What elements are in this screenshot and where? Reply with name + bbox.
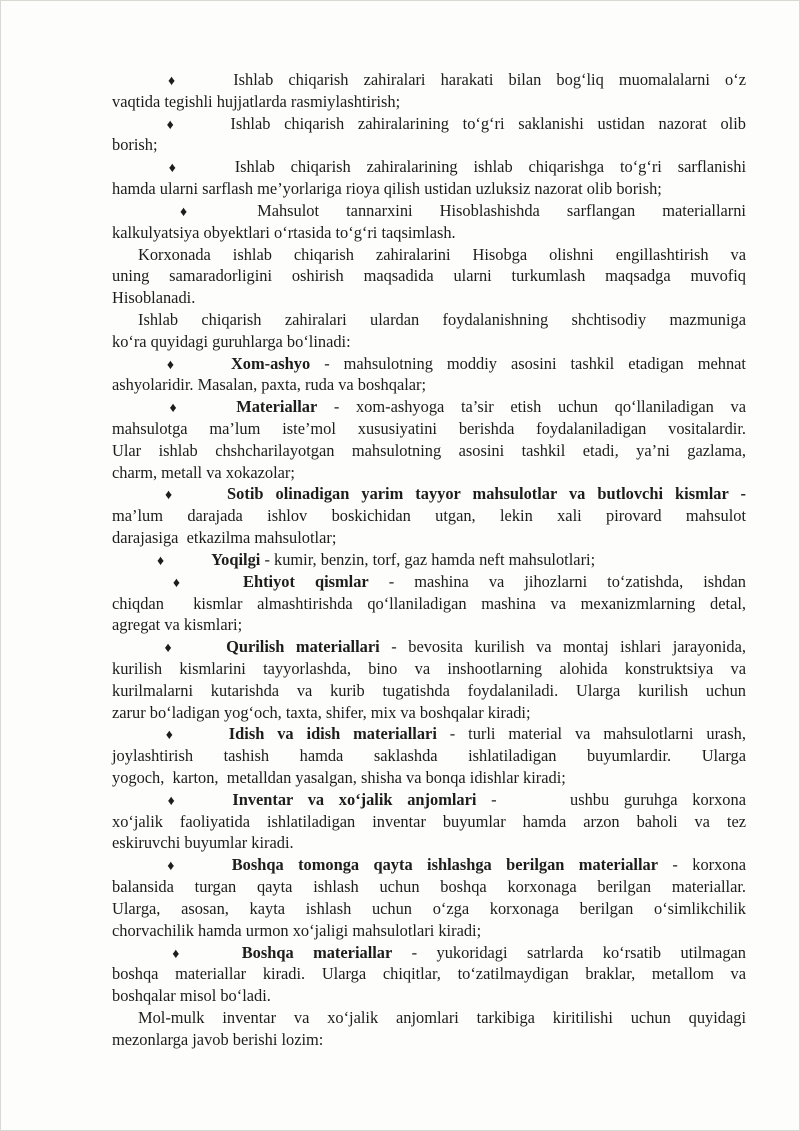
tab-spacer xyxy=(196,586,243,587)
diamond-bullet-icon: ♦ xyxy=(157,946,195,962)
tab-spacer xyxy=(184,368,231,369)
text-run: Mol-mulk inventar va xo‘jalik anjomlari tarkibiga kiritilishi uchun quyidagi xyxy=(138,1007,746,1027)
text-line xyxy=(112,178,746,200)
text-run: borish; xyxy=(112,135,158,155)
text-run: Ular ishlab chshcharilayotgan mahsulotning asosini tashkil etadi, ya’ni gazlama, xyxy=(112,440,746,460)
bold-text-run: Idish va idish materiallari xyxy=(228,724,437,744)
text-line xyxy=(112,898,746,920)
text-run: Ularga, asosan, kayta ishlash uchun o‘zga korxonaga berilgan o‘simlikchilik xyxy=(112,898,746,918)
text-run: boshqalar misol bo‘ladi. xyxy=(112,986,271,1006)
text-run: ma’lum darajada ishlov boskichidan utgan, lekin xali pirovard mahsulot xyxy=(112,506,746,526)
text-run: kurilish kismlarini tayyorlashda, bino va inshootlarning alohida konstruktsiya va xyxy=(112,658,746,678)
text-line xyxy=(112,920,746,942)
text-line xyxy=(112,876,746,898)
diamond-bullet-icon: ♦ xyxy=(157,357,184,373)
tab-spacer xyxy=(210,215,257,216)
bold-text-run: Qurilish materiallari xyxy=(226,637,380,657)
bold-text-run: Sotib olinadigan yarim tayyor mahsulotlar va butlovchi kismlar - xyxy=(227,484,746,504)
text-run: Ishlab chiqarish zahiralarining ishlab chiqarishga to‘g‘ri sarflanishi xyxy=(234,157,746,177)
diamond-bullet-icon: ♦ xyxy=(157,553,165,569)
text-line xyxy=(112,1029,746,1051)
bullet-line xyxy=(112,353,746,375)
text-line xyxy=(112,309,746,331)
text-line xyxy=(112,244,746,266)
tab-spacer xyxy=(164,564,211,565)
bold-text-run: Inventar va xo‘jalik anjomlari xyxy=(232,789,477,809)
text-run: boshqa materiallar kiradi. Ularga chiqitlar, to‘zatilmaydigan braklar, metallom va xyxy=(112,964,746,984)
tab-spacer xyxy=(180,498,227,499)
diamond-bullet-icon: ♦ xyxy=(157,793,186,809)
tab-spacer xyxy=(179,651,226,652)
text-line xyxy=(112,767,746,789)
text-line xyxy=(112,614,746,636)
diamond-bullet-icon: ♦ xyxy=(157,575,197,591)
tab-spacer xyxy=(112,171,157,172)
tab-spacer xyxy=(195,957,242,958)
bullet-line xyxy=(112,396,746,418)
tab-spacer xyxy=(188,171,235,172)
bullet-line xyxy=(112,723,746,745)
bullet-line xyxy=(112,113,746,135)
text-run: - yukoridagi satrlarda ko‘rsatib utilmagan xyxy=(392,942,746,962)
diamond-bullet-icon: ♦ xyxy=(157,401,190,417)
diamond-bullet-icon: ♦ xyxy=(157,728,182,744)
text-run: Mahsulot tannarxini Hisoblashishda sarflangan materiallarni xyxy=(257,200,746,220)
text-line xyxy=(112,91,746,113)
text-run: Korxonada ishlab chiqarish zahiralarini Hisobga olishni engillashtirish va xyxy=(138,244,746,264)
bullet-line xyxy=(112,571,746,593)
tab-spacer xyxy=(183,128,230,129)
text-line xyxy=(112,811,746,833)
tab-spacer xyxy=(112,651,157,652)
tab-spacer xyxy=(189,411,236,412)
text-run: ko‘ra quyidagi guruhlarga bo‘linadi: xyxy=(112,331,351,351)
text-run: - korxona xyxy=(658,855,746,875)
text-run: eskiruvchi buyumlar kiradi. xyxy=(112,833,294,853)
paragraph-indent-spacer xyxy=(112,1022,138,1023)
text-run: - ushbu guruhga korxona xyxy=(476,789,746,809)
bullet-line xyxy=(112,854,746,876)
bold-text-run: Boshqa materiallar xyxy=(241,942,393,962)
tab-spacer xyxy=(112,869,157,870)
diamond-bullet-icon: ♦ xyxy=(157,859,185,875)
bullet-line xyxy=(112,200,746,222)
paragraph-indent-spacer xyxy=(112,324,138,325)
text-run: - turli material va mahsulotlarni urash, xyxy=(436,724,746,744)
text-run: agregat va kismlari; xyxy=(112,615,243,635)
bullet-line xyxy=(112,156,746,178)
text-block xyxy=(112,69,746,1051)
bullet-line xyxy=(112,549,746,571)
text-line xyxy=(112,745,746,767)
tab-spacer xyxy=(112,498,157,499)
text-line xyxy=(112,222,746,244)
text-run: Ishlab chiqarish zahiralari harakati bilan bog‘liq muomalalarni o‘z xyxy=(233,70,746,89)
diamond-bullet-icon: ♦ xyxy=(157,488,181,504)
text-line xyxy=(112,963,746,985)
tab-spacer xyxy=(186,84,233,85)
tab-spacer xyxy=(112,84,157,85)
text-run: zarur bo‘ladigan yog‘och, taxta, shifer, mix va boshqalar kiradi; xyxy=(112,702,531,722)
text-run: joylashtirish tashish hamda saklashda ishlatiladigan buyumlardir. Ularga xyxy=(112,746,746,766)
diamond-bullet-icon: ♦ xyxy=(157,204,211,220)
text-run: - mahsulotning moddiy asosini tashkil etadigan mehnat xyxy=(310,353,746,373)
diamond-bullet-icon: ♦ xyxy=(157,641,180,657)
text-run: Ishlab chiqarish zahiralari ulardan foydalanishning shchtisodiy mazmuniga xyxy=(138,309,746,329)
text-run: - bevosita kurilish va montaj ishlari jarayonida, xyxy=(379,637,746,657)
text-run: vaqtida tegishli hujjatlarda rasmiylashtirish; xyxy=(112,91,401,111)
text-run: Hisoblanadi. xyxy=(112,288,196,308)
text-line xyxy=(112,702,746,724)
text-run: mahsulotga ma’lum iste’mol xususiyatini berishda foydalaniladigan vositalardir. xyxy=(112,419,746,438)
text-run: balansida turgan qayta ishlash uchun boshqa korxonaga berilgan materiallar. xyxy=(112,877,746,897)
text-run: uning samaradorligini oshirish maqsadida ularni turkumlash maqsadga muvofiq xyxy=(112,266,746,286)
tab-spacer xyxy=(112,804,157,805)
tab-spacer xyxy=(112,128,157,129)
text-run: chorvachilik hamda urmon xo‘jaligi mahsulotlari kiradi; xyxy=(112,920,482,940)
text-run: darajasiga etkazilma mahsulotlar; xyxy=(112,528,337,548)
paragraph-indent-spacer xyxy=(112,259,138,260)
tab-spacer xyxy=(185,804,232,805)
text-run: ashyolaridir. Masalan, paxta, ruda va boshqalar; xyxy=(112,375,427,395)
tab-spacer xyxy=(112,411,157,412)
text-line xyxy=(112,832,746,854)
tab-spacer xyxy=(185,869,232,870)
bold-text-run: Yoqilgi xyxy=(211,549,261,569)
bold-text-run: Boshqa tomonga qayta ishlashga berilgan materiallar xyxy=(231,855,658,875)
tab-spacer xyxy=(112,957,157,958)
bullet-line xyxy=(112,789,746,811)
text-line xyxy=(112,1007,746,1029)
text-run: hamda ularni sarflash me’yorlariga rioya qilish ustidan uzluksiz nazorat olib borish; xyxy=(112,179,662,199)
text-line xyxy=(112,374,746,396)
text-line xyxy=(112,985,746,1007)
diamond-bullet-icon: ♦ xyxy=(157,74,187,89)
bullet-line xyxy=(112,483,746,505)
tab-spacer xyxy=(182,738,229,739)
text-line xyxy=(112,331,746,353)
bold-text-run: Xom-ashyo xyxy=(230,353,311,373)
text-run: kurilmalarni kutarishda va kurib tugatishda foydalaniladi. Ularga kurilish uchun xyxy=(112,680,746,700)
text-line xyxy=(112,287,746,309)
text-line xyxy=(112,680,746,702)
text-run: Ishlab chiqarish zahiralarining to‘g‘ri saklanishi ustidan nazorat olib xyxy=(230,113,746,133)
text-run: - xom-ashyoga ta’sir etish uchun qo‘llaniladigan va xyxy=(317,397,746,417)
tab-spacer xyxy=(112,586,157,587)
diamond-bullet-icon: ♦ xyxy=(157,117,184,133)
bold-text-run: Ehtiyot qismlar xyxy=(243,571,369,591)
text-line xyxy=(112,462,746,484)
text-run: charm, metall va xokazolar; xyxy=(112,462,295,482)
text-line xyxy=(112,527,746,549)
text-line xyxy=(112,134,746,156)
text-line xyxy=(112,658,746,680)
text-run: mezonlarga javob berishi lozim: xyxy=(112,1029,324,1049)
bullet-line xyxy=(112,636,746,658)
text-line xyxy=(112,593,746,615)
text-run: - mashina va jihozlarni to‘zatishda, ishdan xyxy=(368,571,747,591)
bold-text-run: Materiallar xyxy=(236,397,318,417)
tab-spacer xyxy=(112,564,157,565)
bullet-line xyxy=(112,942,746,964)
text-line xyxy=(112,418,746,440)
text-line xyxy=(112,440,746,462)
tab-spacer xyxy=(112,738,157,739)
text-line xyxy=(112,505,746,527)
text-run: kalkulyatsiya obyektlari o‘rtasida to‘g‘ri taqsimlash. xyxy=(112,222,456,242)
tab-spacer xyxy=(112,368,157,369)
text-run: xo‘jalik faoliyatida ishlatiladigan inventar buyumlar hamda arzon baholi va tez xyxy=(112,811,746,831)
text-run: chiqdan kismlar almashtirishda qo‘llaniladigan mashina va mexanizmlarning detal, xyxy=(112,593,746,613)
diamond-bullet-icon: ♦ xyxy=(157,161,188,177)
bullet-line xyxy=(112,69,746,91)
text-line xyxy=(112,265,746,287)
text-run: - kumir, benzin, torf, gaz hamda neft mahsulotlari; xyxy=(260,549,596,569)
tab-spacer xyxy=(112,215,157,216)
text-run: yogoch, karton, metalldan yasalgan, shisha va bonqa idishlar kiradi; xyxy=(112,768,566,787)
